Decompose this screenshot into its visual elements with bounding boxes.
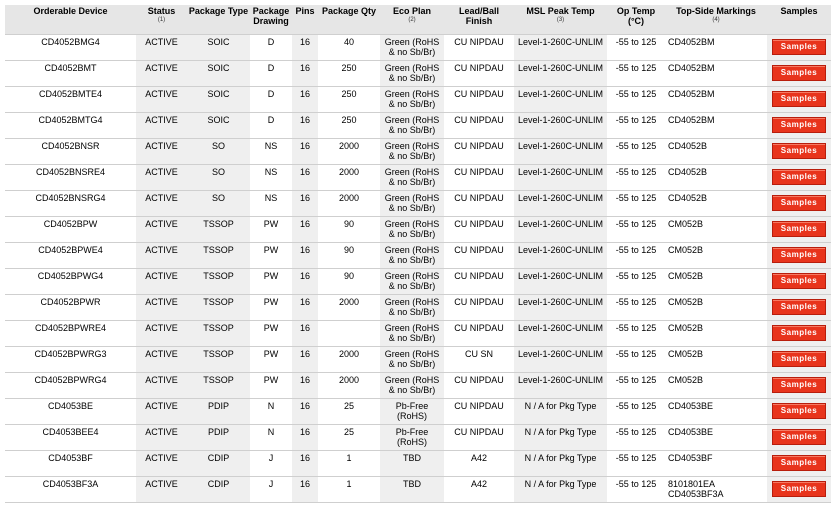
package-drawing-cell: N <box>250 399 292 425</box>
status-cell: ACTIVE <box>136 139 187 165</box>
lead-finish-cell: CU NIPDAU <box>444 243 514 269</box>
package-type-cell: PDIP <box>187 399 250 425</box>
device-cell: CD4052BNSRE4 <box>5 165 136 191</box>
table-row <box>5 399 831 425</box>
eco-plan-cell: Green (RoHS & no Sb/Br) <box>380 269 444 295</box>
samples-cell <box>767 35 831 61</box>
package-type-cell: SO <box>187 165 250 191</box>
op-temp-cell: -55 to 125 <box>607 399 665 425</box>
footnote-ref: (3) <box>556 17 565 23</box>
package-type-cell: SO <box>187 139 250 165</box>
eco-plan-cell: Green (RoHS & no Sb/Br) <box>380 165 444 191</box>
header-lead-ball-finish <box>444 5 514 35</box>
eco-plan-cell: Green (RoHS & no Sb/Br) <box>380 113 444 139</box>
package-type-cell: PDIP <box>187 425 250 451</box>
device-cell: CD4052BMT <box>5 61 136 87</box>
header-top-side-markings <box>665 5 767 35</box>
msl-peak-temp-cell: Level-1-260C-UNLIM <box>514 217 607 243</box>
lead-finish-cell: CU NIPDAU <box>444 35 514 61</box>
column-label: Orderable Device <box>33 6 108 16</box>
package-drawing-cell: D <box>250 61 292 87</box>
eco-plan-cell: Green (RoHS & no Sb/Br) <box>380 295 444 321</box>
pins-cell: 16 <box>292 269 318 295</box>
op-temp-cell: -55 to 125 <box>607 243 665 269</box>
lead-finish-cell: CU NIPDAU <box>444 113 514 139</box>
samples-button[interactable]: Samples <box>772 91 826 107</box>
samples-cell <box>767 113 831 139</box>
column-label: MSL Peak Temp <box>526 6 595 16</box>
device-cell: CD4053BF <box>5 451 136 477</box>
orderable-devices-table <box>5 5 831 503</box>
eco-plan-cell: Green (RoHS & no Sb/Br) <box>380 217 444 243</box>
samples-button[interactable]: Samples <box>772 403 826 419</box>
top-side-marking-cell: CD4052BM <box>665 61 767 87</box>
column-label: Package Drawing <box>252 6 290 26</box>
pins-cell: 16 <box>292 139 318 165</box>
device-cell: CD4052BMTE4 <box>5 87 136 113</box>
op-temp-cell: -55 to 125 <box>607 295 665 321</box>
op-temp-cell: -55 to 125 <box>607 347 665 373</box>
table-row <box>5 477 831 503</box>
package-drawing-cell: PW <box>250 347 292 373</box>
top-side-marking-cell: CM052B <box>665 217 767 243</box>
samples-cell <box>767 425 831 451</box>
package-type-cell: TSSOP <box>187 295 250 321</box>
status-cell: ACTIVE <box>136 217 187 243</box>
device-cell: CD4053BEE4 <box>5 425 136 451</box>
lead-finish-cell: CU NIPDAU <box>444 321 514 347</box>
package-drawing-cell: D <box>250 87 292 113</box>
package-qty-cell: 90 <box>318 269 380 295</box>
msl-peak-temp-cell: N / A for Pkg Type <box>514 451 607 477</box>
msl-peak-temp-cell: Level-1-260C-UNLIM <box>514 61 607 87</box>
pins-cell: 16 <box>292 217 318 243</box>
package-qty-cell: 250 <box>318 61 380 87</box>
table-row <box>5 295 831 321</box>
package-type-cell: TSSOP <box>187 373 250 399</box>
header-package-drawing <box>250 5 292 35</box>
device-cell: CD4052BPW <box>5 217 136 243</box>
pins-cell: 16 <box>292 113 318 139</box>
samples-cell <box>767 61 831 87</box>
header-eco-plan <box>380 5 444 35</box>
top-side-marking-cell: CD4053BF <box>665 451 767 477</box>
pins-cell: 16 <box>292 61 318 87</box>
header-samples <box>767 5 831 35</box>
samples-cell <box>767 295 831 321</box>
package-type-cell: TSSOP <box>187 347 250 373</box>
eco-plan-cell: Green (RoHS & no Sb/Br) <box>380 347 444 373</box>
samples-button[interactable]: Samples <box>772 455 826 471</box>
msl-peak-temp-cell: N / A for Pkg Type <box>514 399 607 425</box>
table-row <box>5 217 831 243</box>
header-package-type <box>187 5 250 35</box>
top-side-marking-cell: CD4053BE <box>665 425 767 451</box>
package-qty-cell: 250 <box>318 87 380 113</box>
package-qty-cell: 2000 <box>318 347 380 373</box>
status-cell: ACTIVE <box>136 321 187 347</box>
top-side-marking-cell: CD4053BE <box>665 399 767 425</box>
samples-button[interactable]: Samples <box>772 247 826 263</box>
pins-cell: 16 <box>292 425 318 451</box>
top-side-marking-cell: CD4052B <box>665 191 767 217</box>
header-msl-peak-temp <box>514 5 607 35</box>
package-drawing-cell: PW <box>250 269 292 295</box>
package-type-cell: SOIC <box>187 87 250 113</box>
samples-button[interactable]: Samples <box>772 221 826 237</box>
top-side-marking-cell: CM052B <box>665 373 767 399</box>
table-row <box>5 425 831 451</box>
package-drawing-cell: NS <box>250 191 292 217</box>
pins-cell: 16 <box>292 35 318 61</box>
msl-peak-temp-cell: Level-1-260C-UNLIM <box>514 113 607 139</box>
device-cell: CD4052BMTG4 <box>5 113 136 139</box>
op-temp-cell: -55 to 125 <box>607 35 665 61</box>
table-row <box>5 113 831 139</box>
msl-peak-temp-cell: N / A for Pkg Type <box>514 425 607 451</box>
status-cell: ACTIVE <box>136 165 187 191</box>
device-cell: CD4052BMG4 <box>5 35 136 61</box>
table-body <box>5 35 831 503</box>
op-temp-cell: -55 to 125 <box>607 477 665 503</box>
status-cell: ACTIVE <box>136 269 187 295</box>
samples-button[interactable]: Samples <box>772 143 826 159</box>
msl-peak-temp-cell: Level-1-260C-UNLIM <box>514 165 607 191</box>
device-cell: CD4053BE <box>5 399 136 425</box>
package-drawing-cell: PW <box>250 243 292 269</box>
package-qty-cell: 90 <box>318 243 380 269</box>
status-cell: ACTIVE <box>136 451 187 477</box>
eco-plan-cell: TBD <box>380 477 444 503</box>
lead-finish-cell: CU NIPDAU <box>444 191 514 217</box>
samples-cell <box>767 477 831 503</box>
package-qty-cell: 1 <box>318 451 380 477</box>
msl-peak-temp-cell: Level-1-260C-UNLIM <box>514 295 607 321</box>
top-side-marking-cell: CD4052BM <box>665 87 767 113</box>
package-qty-cell: 25 <box>318 425 380 451</box>
status-cell: ACTIVE <box>136 425 187 451</box>
top-side-marking-cell: CM052B <box>665 321 767 347</box>
pins-cell: 16 <box>292 295 318 321</box>
lead-finish-cell: CU NIPDAU <box>444 269 514 295</box>
msl-peak-temp-cell: Level-1-260C-UNLIM <box>514 87 607 113</box>
eco-plan-cell: Green (RoHS & no Sb/Br) <box>380 321 444 347</box>
status-cell: ACTIVE <box>136 373 187 399</box>
package-qty-cell: 2000 <box>318 373 380 399</box>
package-type-cell: TSSOP <box>187 217 250 243</box>
package-qty-cell: 40 <box>318 35 380 61</box>
package-drawing-cell: J <box>250 477 292 503</box>
status-cell: ACTIVE <box>136 191 187 217</box>
msl-peak-temp-cell: Level-1-260C-UNLIM <box>514 35 607 61</box>
footnote-ref: (4) <box>712 17 720 23</box>
table-row <box>5 61 831 87</box>
lead-finish-cell: CU NIPDAU <box>444 295 514 321</box>
package-type-cell: SO <box>187 191 250 217</box>
pins-cell: 16 <box>292 191 318 217</box>
top-side-marking-cell: CD4052BM <box>665 113 767 139</box>
samples-button[interactable]: Samples <box>772 325 826 341</box>
samples-button[interactable]: Samples <box>772 299 826 315</box>
eco-plan-cell: Green (RoHS & no Sb/Br) <box>380 35 444 61</box>
package-type-cell: TSSOP <box>187 321 250 347</box>
column-label: Op Temp (°C) <box>616 6 656 26</box>
status-cell: ACTIVE <box>136 61 187 87</box>
column-label: Package Qty <box>321 6 377 16</box>
pins-cell: 16 <box>292 347 318 373</box>
table-header-row <box>5 5 831 35</box>
status-cell: ACTIVE <box>136 399 187 425</box>
table-row <box>5 269 831 295</box>
lead-finish-cell: CU NIPDAU <box>444 217 514 243</box>
top-side-marking-cell: CM052B <box>665 347 767 373</box>
status-cell: ACTIVE <box>136 477 187 503</box>
pins-cell: 16 <box>292 87 318 113</box>
package-qty-cell: 1 <box>318 477 380 503</box>
column-label: Samples <box>780 6 818 16</box>
samples-cell <box>767 347 831 373</box>
package-drawing-cell: PW <box>250 217 292 243</box>
header-package-qty <box>318 5 380 35</box>
top-side-marking-cell: CD4052BM <box>665 35 767 61</box>
package-qty-cell: 90 <box>318 217 380 243</box>
samples-button[interactable]: Samples <box>772 195 826 211</box>
top-side-marking-cell: CD4052B <box>665 139 767 165</box>
status-cell: ACTIVE <box>136 347 187 373</box>
lead-finish-cell: CU SN <box>444 347 514 373</box>
op-temp-cell: -55 to 125 <box>607 165 665 191</box>
footnote-ref: (2) <box>408 17 416 23</box>
column-label: Pins <box>295 6 315 16</box>
status-cell: ACTIVE <box>136 295 187 321</box>
package-qty-cell: 2000 <box>318 139 380 165</box>
package-type-cell: SOIC <box>187 35 250 61</box>
table-row <box>5 451 831 477</box>
samples-button[interactable]: Samples <box>772 273 826 289</box>
package-type-cell: TSSOP <box>187 269 250 295</box>
lead-finish-cell: A42 <box>444 451 514 477</box>
header-pins <box>292 5 318 35</box>
op-temp-cell: -55 to 125 <box>607 373 665 399</box>
package-drawing-cell: NS <box>250 165 292 191</box>
package-drawing-cell: PW <box>250 373 292 399</box>
op-temp-cell: -55 to 125 <box>607 321 665 347</box>
op-temp-cell: -55 to 125 <box>607 269 665 295</box>
package-type-cell: CDIP <box>187 477 250 503</box>
package-qty-cell <box>318 321 380 347</box>
package-drawing-cell: J <box>250 451 292 477</box>
package-type-cell: SOIC <box>187 113 250 139</box>
samples-cell <box>767 191 831 217</box>
package-type-cell: CDIP <box>187 451 250 477</box>
op-temp-cell: -55 to 125 <box>607 451 665 477</box>
table-row <box>5 191 831 217</box>
device-cell: CD4052BNSR <box>5 139 136 165</box>
pins-cell: 16 <box>292 243 318 269</box>
package-drawing-cell: D <box>250 35 292 61</box>
device-cell: CD4053BF3A <box>5 477 136 503</box>
eco-plan-cell: Green (RoHS & no Sb/Br) <box>380 139 444 165</box>
msl-peak-temp-cell: N / A for Pkg Type <box>514 477 607 503</box>
pins-cell: 16 <box>292 373 318 399</box>
package-qty-cell: 250 <box>318 113 380 139</box>
samples-cell <box>767 87 831 113</box>
table-row <box>5 139 831 165</box>
orderable-devices-panel <box>5 5 831 503</box>
header-orderable-device <box>5 5 136 35</box>
samples-cell <box>767 373 831 399</box>
top-side-marking-cell: CM052B <box>665 243 767 269</box>
lead-finish-cell: CU NIPDAU <box>444 425 514 451</box>
pins-cell: 16 <box>292 399 318 425</box>
footnote-ref: (1) <box>157 17 166 23</box>
pins-cell: 16 <box>292 165 318 191</box>
eco-plan-cell: TBD <box>380 451 444 477</box>
package-qty-cell: 2000 <box>318 191 380 217</box>
table-row <box>5 373 831 399</box>
device-cell: CD4052BPWRG4 <box>5 373 136 399</box>
column-label: Eco Plan <box>392 6 431 16</box>
samples-button[interactable]: Samples <box>772 429 826 445</box>
lead-finish-cell: CU NIPDAU <box>444 139 514 165</box>
lead-finish-cell: CU NIPDAU <box>444 373 514 399</box>
top-side-marking-cell: 8101801EA CD4053BF3A <box>665 477 767 503</box>
lead-finish-cell: CU NIPDAU <box>444 61 514 87</box>
top-side-marking-cell: CM052B <box>665 269 767 295</box>
msl-peak-temp-cell: Level-1-260C-UNLIM <box>514 243 607 269</box>
column-label: Lead/Ball Finish <box>458 6 499 26</box>
pins-cell: 16 <box>292 477 318 503</box>
package-qty-cell: 25 <box>318 399 380 425</box>
lead-finish-cell: CU NIPDAU <box>444 165 514 191</box>
column-label: Status <box>147 6 176 16</box>
op-temp-cell: -55 to 125 <box>607 61 665 87</box>
package-qty-cell: 2000 <box>318 295 380 321</box>
table-row <box>5 87 831 113</box>
lead-finish-cell: A42 <box>444 477 514 503</box>
eco-plan-cell: Pb-Free (RoHS) <box>380 399 444 425</box>
package-drawing-cell: PW <box>250 295 292 321</box>
samples-cell <box>767 269 831 295</box>
header-op-temp <box>607 5 665 35</box>
samples-cell <box>767 165 831 191</box>
lead-finish-cell: CU NIPDAU <box>444 87 514 113</box>
eco-plan-cell: Green (RoHS & no Sb/Br) <box>380 373 444 399</box>
package-type-cell: TSSOP <box>187 243 250 269</box>
pins-cell: 16 <box>292 451 318 477</box>
header-status <box>136 5 187 35</box>
device-cell: CD4052BPWG4 <box>5 269 136 295</box>
op-temp-cell: -55 to 125 <box>607 191 665 217</box>
op-temp-cell: -55 to 125 <box>607 113 665 139</box>
package-drawing-cell: D <box>250 113 292 139</box>
eco-plan-cell: Green (RoHS & no Sb/Br) <box>380 61 444 87</box>
status-cell: ACTIVE <box>136 87 187 113</box>
top-side-marking-cell: CD4052B <box>665 165 767 191</box>
samples-button[interactable]: Samples <box>772 65 826 81</box>
eco-plan-cell: Green (RoHS & no Sb/Br) <box>380 243 444 269</box>
column-label: Package Type <box>188 6 249 16</box>
msl-peak-temp-cell: Level-1-260C-UNLIM <box>514 373 607 399</box>
op-temp-cell: -55 to 125 <box>607 139 665 165</box>
samples-cell <box>767 243 831 269</box>
samples-cell <box>767 321 831 347</box>
samples-button[interactable]: Samples <box>772 481 826 497</box>
msl-peak-temp-cell: Level-1-260C-UNLIM <box>514 269 607 295</box>
package-drawing-cell: N <box>250 425 292 451</box>
device-cell: CD4052BPWE4 <box>5 243 136 269</box>
package-drawing-cell: PW <box>250 321 292 347</box>
table-row <box>5 321 831 347</box>
msl-peak-temp-cell: Level-1-260C-UNLIM <box>514 321 607 347</box>
device-cell: CD4052BPWR <box>5 295 136 321</box>
device-cell: CD4052BNSRG4 <box>5 191 136 217</box>
samples-button[interactable]: Samples <box>772 117 826 133</box>
msl-peak-temp-cell: Level-1-260C-UNLIM <box>514 191 607 217</box>
eco-plan-cell: Green (RoHS & no Sb/Br) <box>380 87 444 113</box>
table-row <box>5 35 831 61</box>
samples-button[interactable]: Samples <box>772 169 826 185</box>
device-cell: CD4052BPWRG3 <box>5 347 136 373</box>
samples-button[interactable]: Samples <box>772 351 826 367</box>
msl-peak-temp-cell: Level-1-260C-UNLIM <box>514 139 607 165</box>
op-temp-cell: -55 to 125 <box>607 87 665 113</box>
samples-cell <box>767 451 831 477</box>
status-cell: ACTIVE <box>136 113 187 139</box>
samples-cell <box>767 217 831 243</box>
table-row <box>5 165 831 191</box>
op-temp-cell: -55 to 125 <box>607 425 665 451</box>
lead-finish-cell: CU NIPDAU <box>444 399 514 425</box>
samples-cell <box>767 139 831 165</box>
status-cell: ACTIVE <box>136 243 187 269</box>
package-drawing-cell: NS <box>250 139 292 165</box>
samples-button[interactable]: Samples <box>772 39 826 55</box>
top-side-marking-cell: CM052B <box>665 295 767 321</box>
samples-button[interactable]: Samples <box>772 377 826 393</box>
column-label: Top-Side Markings <box>676 6 756 16</box>
pins-cell: 16 <box>292 321 318 347</box>
device-cell: CD4052BPWRE4 <box>5 321 136 347</box>
msl-peak-temp-cell: Level-1-260C-UNLIM <box>514 347 607 373</box>
table-row <box>5 243 831 269</box>
table-row <box>5 347 831 373</box>
package-qty-cell: 2000 <box>318 165 380 191</box>
eco-plan-cell: Green (RoHS & no Sb/Br) <box>380 191 444 217</box>
eco-plan-cell: Pb-Free (RoHS) <box>380 425 444 451</box>
op-temp-cell: -55 to 125 <box>607 217 665 243</box>
package-type-cell: SOIC <box>187 61 250 87</box>
status-cell: ACTIVE <box>136 35 187 61</box>
samples-cell <box>767 399 831 425</box>
